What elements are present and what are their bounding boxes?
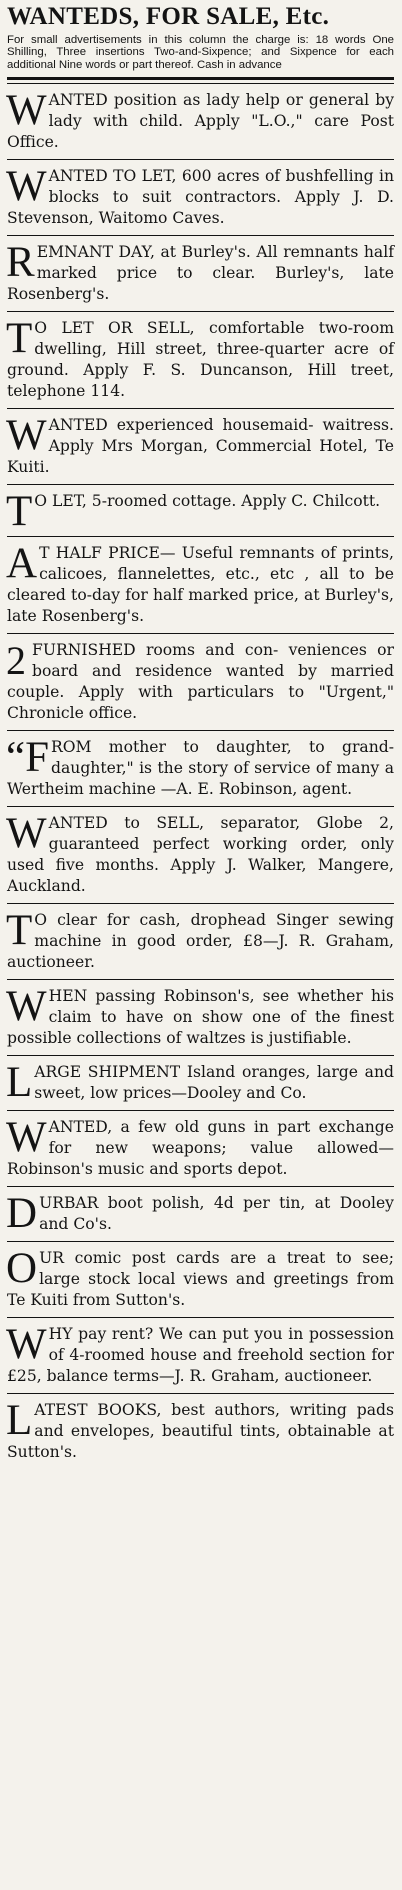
ad-text — [6, 539, 394, 627]
classified-ad — [7, 1110, 394, 1186]
ad-text — [6, 1320, 394, 1387]
drop-initial: O — [6, 1244, 38, 1292]
classified-ad — [7, 311, 394, 408]
ad-text — [6, 1113, 394, 1180]
ads-list — [7, 83, 394, 1469]
ad-rest: exchange for new weapons; value allowed—Robinson's music and sports depot. — [7, 1117, 394, 1178]
ad-first-line: ANTED, a few old guns in part — [48, 1117, 311, 1136]
ad-rest: large and sweet, low prices—Dooley and Co. — [34, 1062, 394, 1102]
ad-text — [6, 1396, 394, 1463]
ad-text — [6, 1244, 394, 1311]
classified-ad — [7, 806, 394, 903]
ad-rest: of prints, calicoes, flannelettes, etc., etc , all to be cleared to-day for half marked price, at Burley's, late Rosenberg's. — [7, 543, 394, 625]
ad-rest: bushfelling in blocks to suit contractors. Apply J. D. Stevenson, Waitomo Caves. — [7, 166, 394, 227]
newspaper-column — [0, 2, 402, 1890]
ad-text — [6, 314, 394, 402]
ad-first-line: T HALF PRICE— Useful remnants — [39, 543, 315, 562]
classified-ad — [7, 83, 394, 159]
drop-initial: T — [6, 314, 33, 362]
drop-initial: D — [6, 1189, 38, 1237]
ad-first-line: URBAR boot polish, 4d per tin, at — [39, 1193, 331, 1212]
drop-initial: W — [6, 86, 47, 134]
drop-initial: W — [6, 982, 47, 1030]
ad-first-line: O LET OR SELL, comfortable — [34, 318, 305, 337]
classified-ad — [7, 1317, 394, 1393]
ad-first-line: HEN passing Robinson's, see — [48, 986, 290, 1005]
ad-rest: general by lady with child. Apply "L.O.," care Post Office. — [7, 90, 394, 151]
ad-text — [6, 637, 394, 724]
classified-ad — [7, 1186, 394, 1241]
classified-ad — [7, 1055, 394, 1110]
drop-initial: L — [6, 1058, 33, 1106]
ad-text — [6, 906, 394, 973]
classified-ad — [7, 536, 394, 633]
classified-ad — [7, 408, 394, 484]
drop-initial: “F — [6, 733, 49, 781]
heading-rule — [7, 77, 394, 80]
classified-ad — [7, 159, 394, 235]
classified-ad — [7, 1241, 394, 1317]
ad-rest: possession of 4-roomed house and freehold section for £25, balance terms—J. R. Graham, auctioneer. — [7, 1324, 394, 1385]
ad-rest: waitress. Apply Mrs Morgan, Commercial Hotel, Te Kuiti. — [7, 415, 394, 476]
ad-text — [6, 733, 394, 800]
ad-text — [6, 162, 394, 229]
ad-first-line: UR comic post cards are a treat to — [39, 1248, 352, 1267]
ad-rest: 2, guaranteed perfect working order, only used five months. Apply J. Walker, Mangere, Auckland. — [7, 813, 394, 895]
ad-text — [6, 1058, 394, 1106]
classified-ad — [7, 730, 394, 806]
drop-initial: W — [6, 162, 47, 210]
ad-rest: whether his claim to have on show one of the finest possible collections of waltzes is justifiable. — [7, 986, 394, 1047]
drop-initial: A — [6, 539, 38, 587]
classified-ad — [7, 484, 394, 536]
ad-text — [6, 411, 394, 478]
classified-ad — [7, 633, 394, 730]
ad-rest: remnants half marked price to clear. Burley's, late Rosenberg's. — [7, 242, 394, 303]
drop-initial: R — [6, 238, 35, 286]
ad-rest: C. Chilcott. — [291, 491, 381, 510]
ad-first-line: ANTED TO LET, 600 acres of — [48, 166, 281, 185]
ad-first-line: ARGE SHIPMENT Island oranges, — [34, 1062, 311, 1081]
ad-rest: veniences or board and residence wanted by married couple. Apply with particulars to "Urgent," Chronicle office. — [7, 640, 394, 722]
drop-initial: W — [6, 809, 47, 857]
ad-text — [6, 809, 394, 897]
ad-rest: see; large stock local views and greetings from Te Kuiti from Sutton's. — [7, 1248, 394, 1309]
ad-first-line: ATEST BOOKS, best authors, — [34, 1400, 280, 1419]
ad-rest: two-room dwelling, Hill street, three-quarter acre of ground. Apply F. S. Duncanson, Hill treet, telephone 114. — [7, 318, 394, 400]
ad-text — [6, 86, 394, 153]
ad-rest: grand-daughter," is the story of service of many a Wertheim machine —A. E. Robinson, agent. — [7, 737, 394, 798]
classified-ad — [7, 979, 394, 1055]
drop-initial: W — [6, 411, 47, 459]
ad-first-line: ANTED experienced housemaid- — [48, 415, 314, 434]
ad-text — [6, 238, 394, 305]
drop-initial: W — [6, 1113, 47, 1161]
drop-initial: W — [6, 1320, 47, 1368]
ad-rest: writing pads and envelopes, beautiful tints, obtainable at Sutton's. — [7, 1400, 394, 1461]
ad-first-line: O clear for cash, drophead Singer — [34, 910, 329, 929]
column-heading: WANTEDS, FOR SALE, Etc. — [7, 3, 330, 30]
drop-initial: T — [6, 906, 33, 954]
ad-first-line: ROM mother to daughter, to — [51, 737, 325, 756]
drop-initial: T — [6, 487, 33, 535]
ad-first-line: FURNISHED rooms and con- — [32, 640, 279, 659]
ad-first-line: O LET, 5-roomed cottage. Apply — [34, 491, 287, 510]
ad-text — [6, 487, 394, 535]
ad-text — [6, 1189, 394, 1237]
drop-initial: 2 — [6, 637, 26, 683]
drop-initial: L — [6, 1396, 33, 1444]
classified-ad — [7, 903, 394, 979]
ad-rest: Dooley and Co's. — [39, 1193, 394, 1233]
ad-rest: sewing machine in good order, £8—J. R. Graham, auctioneer. — [7, 910, 394, 971]
classified-ad — [7, 235, 394, 311]
ad-first-line: HY pay rent? We can put you in — [48, 1324, 304, 1343]
rate-note: For small advertisements in this column the charge is: 18 words One Shilling, Three insertions Two-and-Sixpence; and Sixpence for each additional Nine words or part thereof. Cash in advance — [7, 34, 394, 71]
ad-first-line: ANTED position as lady help or — [48, 90, 303, 109]
ad-text — [6, 982, 394, 1049]
ad-first-line: EMNANT DAY, at Burley's. All — [36, 242, 278, 261]
ad-first-line: ANTED to SELL, separator, Globe — [48, 813, 363, 832]
classified-ad — [7, 1393, 394, 1469]
